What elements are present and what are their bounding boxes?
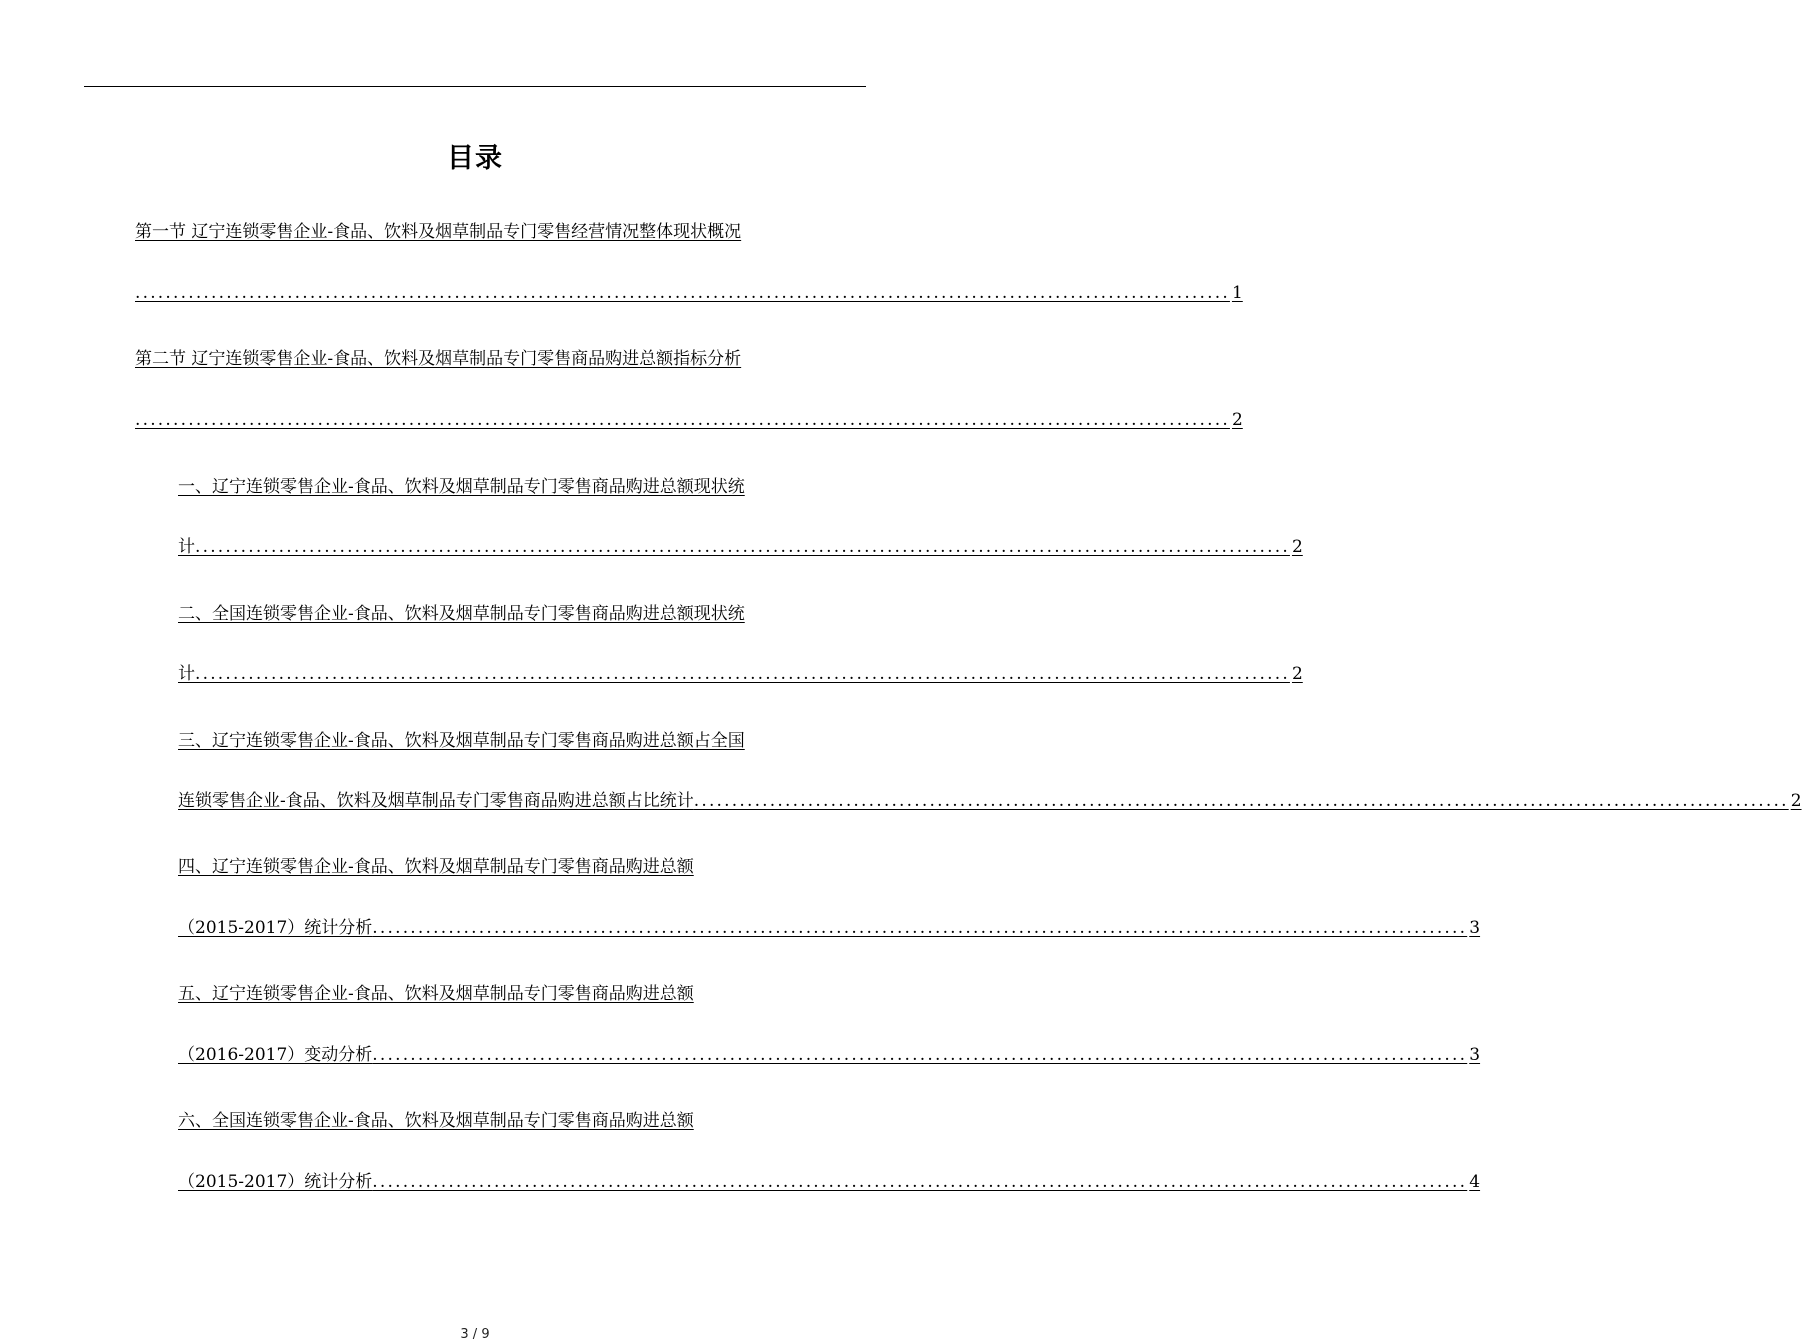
toc-entry-2-4-title[interactable]: 四、辽宁连锁零售企业-食品、饮料及烟草制品专门零售商品购进总额: [178, 857, 694, 877]
toc-page-number: 2: [1291, 664, 1303, 684]
dot-leader: ................................................................................................................................................: [135, 283, 1230, 303]
toc-page-number: 1: [1231, 283, 1243, 303]
toc-entry-2-1-title[interactable]: 一、辽宁连锁零售企业-食品、饮料及烟草制品专门零售商品购进总额现状统: [178, 477, 745, 497]
toc-page-number: 4: [1469, 1172, 1481, 1192]
toc-entry-2-6-title[interactable]: 六、全国连锁零售企业-食品、饮料及烟草制品专门零售商品购进总额: [178, 1111, 694, 1131]
toc-page-number: 2: [1790, 791, 1802, 811]
toc-entry-2-5-leader-line[interactable]: [178, 1043, 1481, 1067]
toc-entry-2-2-leader-line[interactable]: [178, 662, 1303, 686]
dot-leader: ................................................................................................................................................: [372, 1045, 1468, 1065]
toc-page-number: 3: [1469, 918, 1481, 938]
dot-leader: ................................................................................................................................................: [195, 537, 1290, 557]
page-indicator: 3 / 9: [460, 1327, 490, 1342]
toc-entry-2-1-leader-line[interactable]: [178, 535, 1303, 559]
dot-leader: ................................................................................................................................................: [195, 664, 1290, 684]
toc-entry-text: 连锁零售企业-食品、饮料及烟草制品专门零售商品购进总额占比统计: [178, 791, 694, 811]
toc-entry-text: 计: [178, 664, 195, 684]
header-rule: [84, 86, 866, 87]
dot-leader: ................................................................................................................................................: [372, 1172, 1468, 1192]
toc-entry-text: （2015-2017）统计分析: [178, 1172, 373, 1192]
toc-entry-2-title[interactable]: 第二节 辽宁连锁零售企业-食品、饮料及烟草制品专门零售商品购进总额指标分析: [135, 349, 742, 369]
toc-entry-2-4-leader-line[interactable]: [178, 916, 1481, 940]
toc-entry-2-leader-line[interactable]: [135, 408, 1243, 432]
dot-leader: ................................................................................................................................................: [693, 791, 1789, 811]
toc-page-number: 2: [1231, 410, 1243, 430]
toc-entry-1-leader-line[interactable]: [135, 281, 1243, 305]
toc-page-number: 3: [1469, 1045, 1481, 1065]
toc-page-number: 2: [1291, 537, 1303, 557]
toc-entry-1-title[interactable]: 第一节 辽宁连锁零售企业-食品、饮料及烟草制品专门零售经营情况整体现状概况: [135, 222, 742, 242]
dot-leader: ................................................................................................................................................: [372, 918, 1468, 938]
toc-entry-2-6-leader-line[interactable]: [178, 1170, 1481, 1194]
toc-entry-text: 计: [178, 537, 195, 557]
dot-leader: ................................................................................................................................................: [135, 410, 1230, 430]
toc-entry-2-5-title[interactable]: 五、辽宁连锁零售企业-食品、饮料及烟草制品专门零售商品购进总额: [178, 984, 694, 1004]
toc-entry-2-2-title[interactable]: 二、全国连锁零售企业-食品、饮料及烟草制品专门零售商品购进总额现状统: [178, 604, 745, 624]
toc-entry-2-3-title[interactable]: 三、辽宁连锁零售企业-食品、饮料及烟草制品专门零售商品购进总额占全国: [178, 731, 745, 751]
toc-entry-text: （2015-2017）统计分析: [178, 918, 373, 938]
toc-entry-2-3-leader-line[interactable]: [178, 789, 1802, 813]
toc-entry-text: （2016-2017）变动分析: [178, 1045, 373, 1065]
toc-title: 目录: [447, 143, 503, 174]
